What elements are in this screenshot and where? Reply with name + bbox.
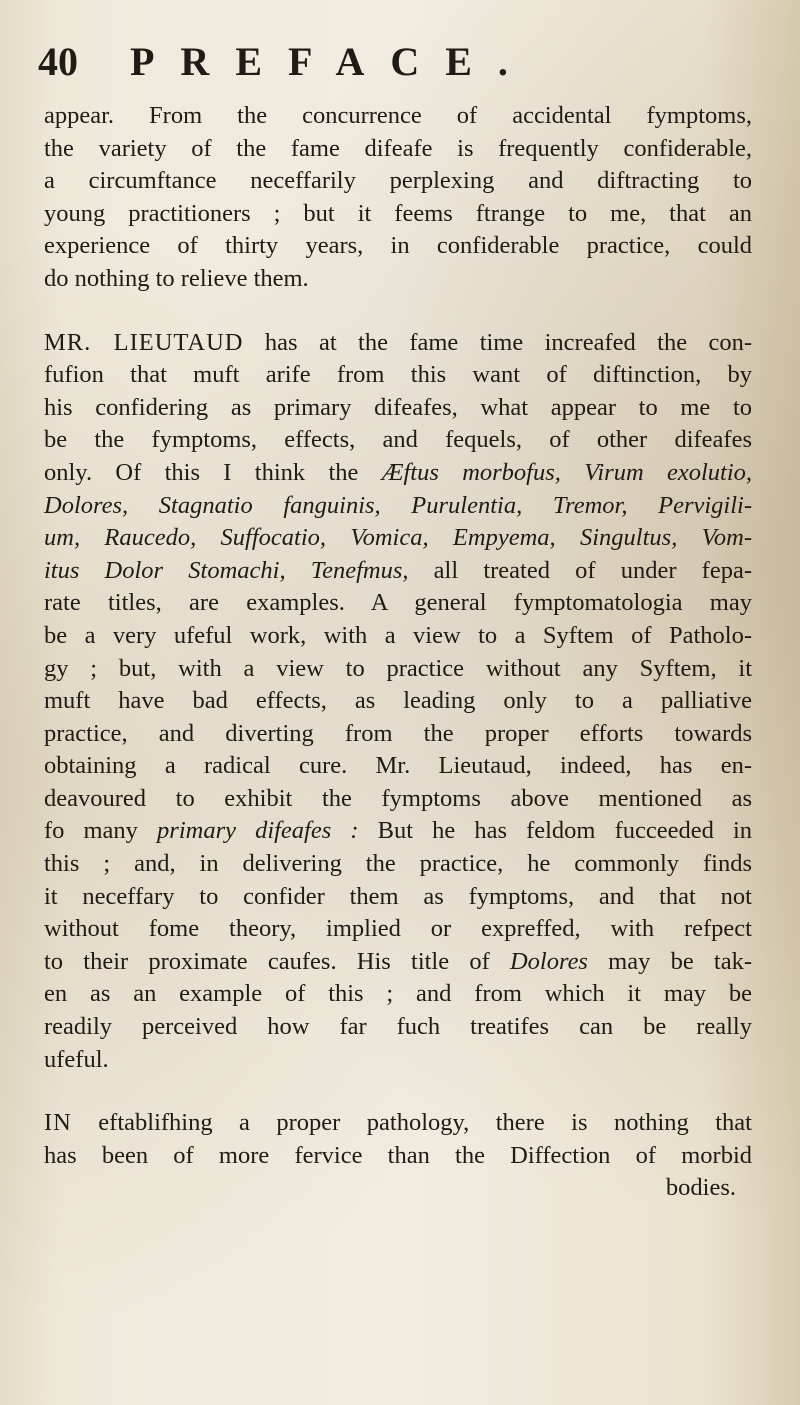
text-line: IN eftablifhing a proper pathology, there is nothing that xyxy=(44,1109,752,1137)
text-line: be a very ufeful work, with a view to a Syftem of Patholo- xyxy=(44,621,752,649)
text-line: muft have bad effects, as leading only to a palliative xyxy=(44,687,752,715)
text-line: experience of thirty years, in confiderable practice, could xyxy=(44,232,752,260)
paragraph-3 xyxy=(44,1107,752,1205)
text-line: do nothing to relieve them. xyxy=(44,264,309,292)
page-number: 40 xyxy=(38,39,78,84)
text-line: to their proximate caufes. His title of Dolores may be tak- xyxy=(44,947,752,975)
text-line: young practitioners ; but it feems ftrange to me, that an xyxy=(44,199,752,227)
text-line: fo many primary difeafes : But he has feldom fucceeded in xyxy=(44,817,752,845)
text-line: appear. From the concurrence of accidental fymptoms, xyxy=(44,102,752,129)
paragraph-2 xyxy=(44,327,752,1077)
text-line: gy ; but, with a view to practice without any Syftem, it xyxy=(44,654,752,682)
page-header xyxy=(38,36,738,88)
text-line: be the fymptoms, effects, and fequels, of other difeafes xyxy=(44,426,752,454)
text-line: readily perceived how far fuch treatifes can be really xyxy=(44,1013,752,1041)
paragraph-opening: IN xyxy=(44,1109,72,1137)
text-line: practice, and diverting from the proper efforts towards xyxy=(44,719,752,747)
text-line: his confidering as primary difeafes, what appear to me to xyxy=(44,393,752,421)
body-text xyxy=(44,100,752,1205)
text-line: this ; and, in delivering the practice, he commonly finds xyxy=(44,850,752,878)
text-line: without fome theory, implied or expreffed, with refpect xyxy=(44,915,752,943)
text-line: it neceffary to confider them as fymptoms, and that not xyxy=(44,882,752,910)
text-line: has been of more fervice than the Diffection of morbid xyxy=(44,1141,752,1169)
text-line: um, Raucedo, Suffocatio, Vomica, Empyema, Singultus, Vom- xyxy=(44,524,752,552)
running-head: PREFACE. xyxy=(130,39,534,84)
text-line: rate titles, are examples. A general fymptomatologia may xyxy=(44,589,752,617)
text-line: only. Of this I think the Æftus morbofus, Virum exolutio, xyxy=(44,458,753,486)
text-line: itus Dolor Stomachi, Tenefmus, all treated of under fepa- xyxy=(44,556,752,584)
text-line: a circumftance neceffarily perplexing and diftracting to xyxy=(44,167,752,195)
paragraph-1 xyxy=(44,100,752,296)
text-line: deavoured to exhibit the fymptoms above mentioned as xyxy=(44,784,752,812)
catchword: bodies. xyxy=(665,1174,736,1202)
text-line: MR. LIEUTAUD has at the fame time increafed the con- xyxy=(44,328,752,356)
text-line: en as an example of this ; and from which it may be xyxy=(44,980,752,1008)
text-line: ufeful. xyxy=(44,1045,109,1073)
text-line: fufion that muft arife from this want of diftinction, by xyxy=(44,361,752,389)
text-line: obtaining a radical cure. Mr. Lieutaud, indeed, has en- xyxy=(44,752,752,780)
paragraph-opening: MR. LIEUTAUD xyxy=(44,328,244,356)
text-line: the variety of the fame difeafe is frequently confiderable, xyxy=(44,134,752,162)
text-line: Dolores, Stagnatio fanguinis, Purulentia, Tremor, Pervigili- xyxy=(44,491,752,519)
